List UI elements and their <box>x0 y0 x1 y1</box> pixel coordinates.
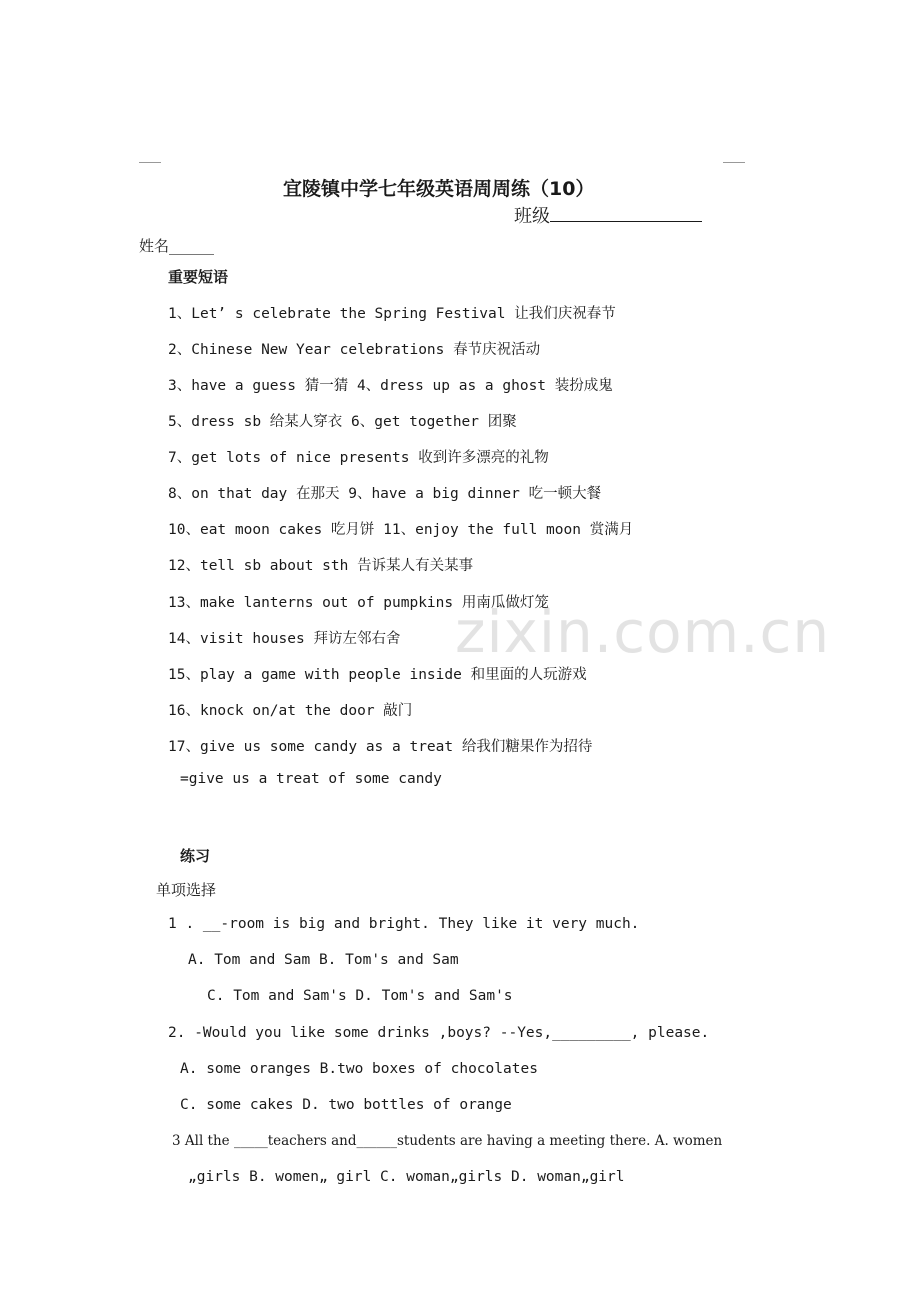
exercises-heading: 练习 <box>180 847 211 865</box>
question-1-options-ab: A. Tom and Sam B. Tom's and Sam <box>188 952 459 968</box>
question-2-options-ab: A. some oranges B.two boxes of chocolates <box>180 1061 538 1077</box>
phrase-item: 8、on that day 在那天 9、have a big dinner 吃一顿大餐 <box>168 486 602 502</box>
class-label: 班级 <box>514 206 550 227</box>
question-3-line-1: 3 All the _____teachers and______students are having a meeting there. A. women <box>172 1133 723 1149</box>
section-label: 单项选择 <box>156 881 217 899</box>
question-2-stem: 2. -Would you like some drinks ,boys? --Yes,_________, please. <box>168 1025 710 1041</box>
question-2-options-cd: C. some cakes D. two bottles of orange <box>180 1097 512 1113</box>
phrase-item: 1、Let’ s celebrate the Spring Festival 让我们庆祝春节 <box>168 306 616 322</box>
class-blank <box>550 203 702 222</box>
phrase-item: 13、make lanterns out of pumpkins 用南瓜做灯笼 <box>168 595 549 611</box>
page-title: 宜陵镇中学七年级英语周周练（10） <box>283 178 595 200</box>
question-1-stem: 1 . __-room is big and bright. They like it very much. <box>168 916 640 932</box>
phrase-item: 7、get lots of nice presents 收到许多漂亮的礼物 <box>168 450 549 466</box>
header-rule-right <box>723 162 745 163</box>
watermark: zixin.com.cn <box>455 598 831 666</box>
phrase-item: 12、tell sb about sth 告诉某人有关某事 <box>168 558 474 574</box>
phrase-item: 17、give us some candy as a treat 给我们糖果作为招待 <box>168 739 593 755</box>
name-field: 姓名______ <box>139 237 215 255</box>
phrase-item: 5、dress sb 给某人穿衣 6、get together 团聚 <box>168 414 517 430</box>
question-3-line-2: „girls B. women„ girl C. woman„girls D. woman„girl <box>188 1169 625 1185</box>
phrases-heading: 重要短语 <box>168 268 229 286</box>
phrase-item: 15、play a game with people inside 和里面的人玩游戏 <box>168 667 587 683</box>
phrase-item: 10、eat moon cakes 吃月饼 11、enjoy the full moon 赏满月 <box>168 522 634 538</box>
class-field <box>514 202 702 228</box>
phrase-item: =give us a treat of some candy <box>180 771 442 787</box>
phrase-item: 16、knock on/at the door 敲门 <box>168 703 413 719</box>
phrase-item: 14、visit houses 拜访左邻右舍 <box>168 631 401 647</box>
phrase-item: 2、Chinese New Year celebrations 春节庆祝活动 <box>168 342 541 358</box>
header-rule-left <box>139 162 161 163</box>
question-1-options-cd: C. Tom and Sam's D. Tom's and Sam's <box>207 988 513 1004</box>
phrase-item: 3、have a guess 猜一猜 4、dress up as a ghost 装扮成鬼 <box>168 378 613 394</box>
